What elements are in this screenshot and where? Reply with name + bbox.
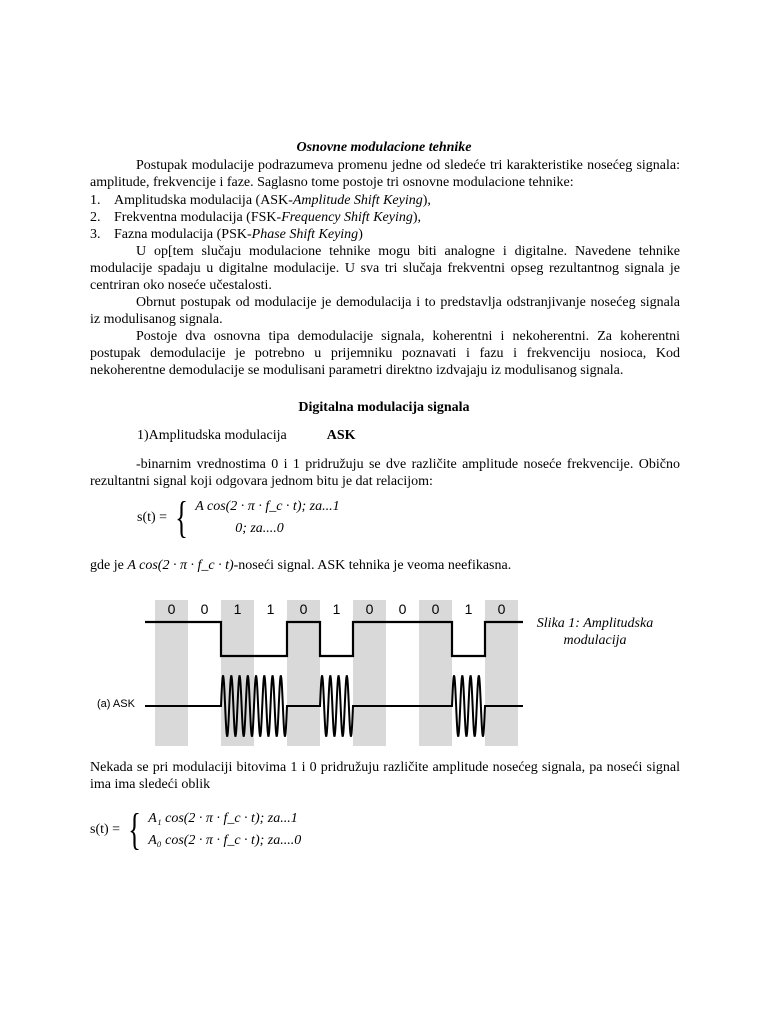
section-heading: Digitalna modulacija signala	[298, 400, 470, 415]
bit-label: 0	[365, 601, 374, 617]
ask-label: (a) ASK	[97, 698, 135, 710]
digital-signal	[145, 622, 523, 656]
ask-signal	[145, 676, 523, 736]
page-title: Osnovne modulacione tehnike	[296, 140, 472, 155]
bit-label: 0	[497, 601, 506, 617]
bit-label: 0	[200, 601, 209, 617]
modulation-list	[90, 192, 680, 243]
formula-two-amplitudes: s(t) = { A₁ cos(2 · π · f_c · t); za...1 A₀ cos(2 · π · f_c · t); za....0	[90, 805, 302, 854]
list-item: 2. Frekventna modulacija (FSK-Frequency Shift Keying),	[90, 210, 422, 225]
bit-label: 0	[398, 601, 407, 617]
bit-label: 0	[167, 601, 176, 617]
bit-label: 0	[431, 601, 440, 617]
bit-label: 1	[332, 601, 341, 617]
bit-label: 0	[299, 601, 308, 617]
carrier-paragraph: gde je A cos(2 · π · f_c · t)-noseći signal. ASK tehnika je veoma neefikasna.	[90, 558, 512, 573]
bit-label: 1	[464, 601, 473, 617]
intro-paragraph-4: Postoje dva osnovna tipa demodulacije signala, koherentni i nekoherentni. Za koherentni postupak demodulacije je potrebno u prijemniku poznavati i fazu i frekvenciju nosioca, Kod nekoherentne demodulacije se modulisani parametri direktno izdvajaju iz modulisanog signala.	[90, 329, 680, 378]
bit-label: 1	[233, 601, 242, 617]
bit-label: 1	[266, 601, 275, 617]
intro-paragraph-3: Obrnut postupak od modulacije je demodulacija i to predstavlja odstranjivanje nosećeg signala iz modulisanog signala.	[90, 295, 680, 327]
formula-ask: s(t) = { A cos(2 · π · f_c · t); za...1 0; za....0	[137, 493, 340, 542]
subsection-heading: 1)Amplitudska modulacija ASK	[137, 428, 356, 443]
intro-paragraph-1: Postupak modulacije podrazumeva promenu jedne od sledeće tri karakteristike nosećeg signala: amplitude, frekvencije i faze. Saglasno tome postoje tri osnovne modulacione tehnike:	[90, 158, 680, 190]
ask-paragraph: -binarnim vrednostima 0 i 1 pridružuju se dve različite amplitude noseće frekvencije. Obično rezultantni signal koji odgovara jednom bitu je dat relacijom:	[90, 457, 680, 489]
amplitude-paragraph: Nekada se pri modulaciji bitovima 1 i 0 pridružuju različite amplitude nosećeg signala, pa noseći signal ima ima sledeći oblik	[90, 760, 680, 792]
list-item: 3. Fazna modulacija (PSK-Phase Shift Keying)	[90, 227, 363, 242]
intro-paragraph-2: U op[tem slučaju modulacione tehnike mogu biti analogne i digitalne. Navedene tehnike modulacije spadaju u digitalne modulacije. U sva tri slučaja frekventni opseg rezultantnog signala je centriran oko noseće učestalosti.	[90, 244, 680, 293]
list-item: 1. Amplitudska modulacija (ASK-Amplitude Shift Keying),	[90, 193, 431, 208]
figure-caption: Slika 1: Amplitudska modulacija	[536, 616, 654, 648]
ask-figure	[97, 600, 525, 748]
